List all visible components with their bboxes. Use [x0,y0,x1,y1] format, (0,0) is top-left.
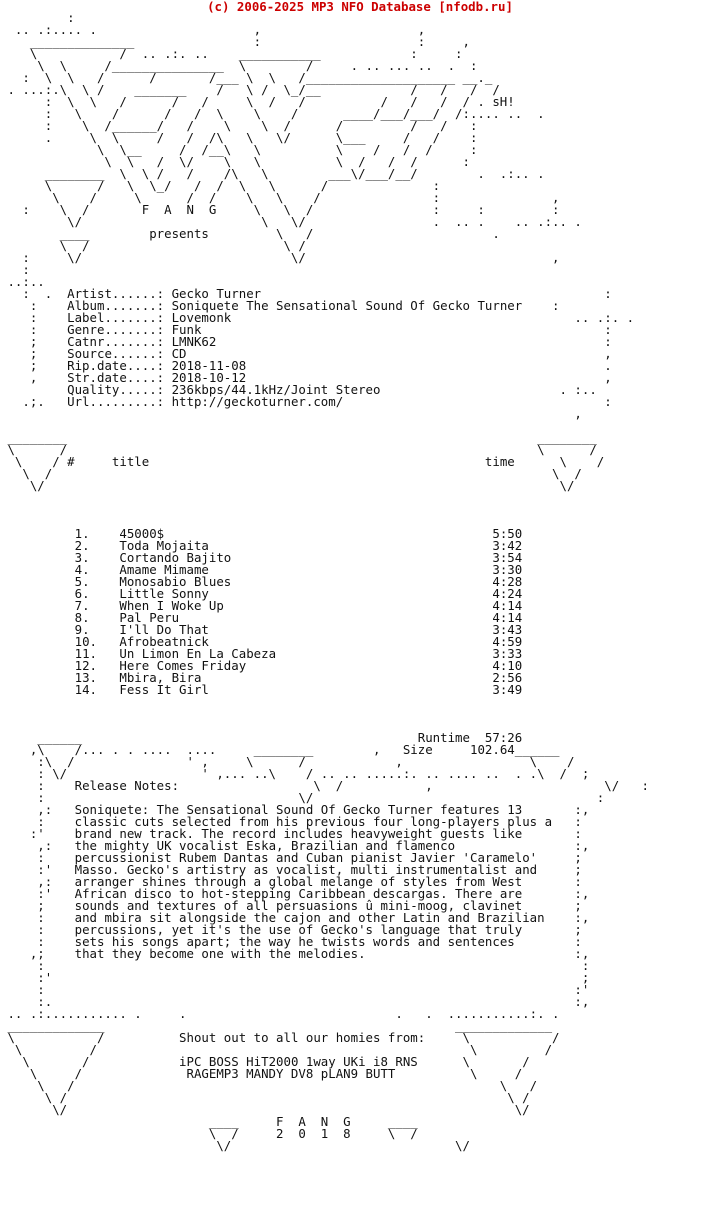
track-time: 5:50 [492,526,523,541]
track-title: Pal Peru [119,610,493,625]
track-number: 13. [74,670,120,685]
runtime-label: Runtime [417,730,470,745]
ascii-logo-line: : [0,10,493,25]
release-notes-line: Soniquete: The Sensational Sound Of Gecko Turner features 13 [74,802,567,817]
ascii-logo-line: \ / .. .:. .. ___________ : : [0,46,485,61]
release-notes-line: sounds and textures of all persuasions û mini-moog, clavinet [74,898,567,913]
footer-logo: F A N G [276,1114,351,1129]
ascii-logo-line: : \ / F A N G \ \ / : : : [0,202,560,217]
info-value: Funk [171,322,530,337]
nfo-text: : .. .:.... . , , ______________ : : , \ / .. .:. .. ___________ : : \ \ /_______________ \ / . .. ... .. . : : \ \ / / /___ \ \ /____________________ __._ . ...:.\ \ / _______ / \ / \_/__ / / / / : \ \ / / / \ / / / / / / . sH! : \ / / / \ \ / ____/___/___/ /:.... .. . : \ /______/ / \ \ / / / / : . \ \ / / /\ \ \/ \___ / / : \ \__ / /__\ \ \ / / / : \ \ / \/ \ \ \ / / / : ________ \ \ / / /\ \ ___\/___/__/ . .:.. . \ / \ \_/ / / \ \ / : \ / \ / / \ \ / : , : \ / F A N G \ \ / : : : \/ \ \/ . .. . .. .:.. . ____ presents \ / . \ / \ / : \/ \/ , : ..:.. : . Artist......: Gecko Turner : : Album.......: Soniquete The Sensational Sound Of Gecko Turner : : Label.......: Lovemonk .. .:. . : Genre.......: Funk : ; Catnr.......: LMNK62 : ; Source......: CD , ; Rip.date....: 2018-11-08 . , Str.date....: 2018-10-12 , Quality.....: 236kbps/44.1kHz/Joint Stereo . :.. .;. Url.........: http://geckoturner.com/ : , ________ ________ \ / \ / \ / # title time \ / \ / \ / \/ \/ 1. 45000$ 5:50 2. Toda Mojaita 3:42 3. Cortando Bajito 3:54 4. Amame Mimame 3:30 5. Monosabio Blues 4:28 6. Little Sonny 4:24 7. When I Woke Up 4:14 8. Pal Peru 4:14 9. I'll Do That 3:43 10. Afrobeatnick 4:59 11. Un Limon En La Cabeza 3:33 12. Here Comes Friday 4:10 13. Mbira, Bira 2:56 14. Fess It Girl 3:49 ______ Runtime 57:26 ,\ /... . . .... .... ________ , Size 102.64______ :\ / ' , \ / , \ / : \/ ' ,... ..\ / .. .. .....:. .. .... .. . .\ / ; : Release Notes: \ / , \/ : : \/ : ,: Soniquete: The Sensational Sound Of Gecko Turner features 13 :, : classic cuts selected from his previous four long-players plus a : :' brand new track. The record includes heavyweight guests like : ,: the mighty UK vocalist Eska, Brazilian and flamenco :, : percussionist Rubem Dantas and Cuban pianist Javier 'Caramelo' ; :' Masso. Gecko's artistry as vocalist, multi instrumentalist and ; ,: arranger shines through a global melange of styles from West : :' African disco to hot-stepping Caribbean descargas. There are :, ; sounds and textures of all persuasions û mini-moog, clavinet ; : and mbira sit alongside the cajon and other Latin and Brazilian :, : percussions, yet it's the use of Gecko's language that truly ; : sets his songs apart; the way he twists words and sentences : ,; that they become one with the melodies. :, : : :' ; : :' :. :, .. .:........... . . . . ...........:. . _____________ _____________ \ / Shout out to all our homies from: \ / \ / \ / \ / iPC BOSS HiT2000 1way UKi i8 RNS \ / \ / RAGEMP3 MANDY DV8 pLAN9 BUTT \ / \ / \ / \ / \ / \/ \/ ____ F A N G ____ \ / 2 0 1 8 \ / \/ \/ [0,10,650,1153]
ascii-logo-line: : \ \ / / /___ \ \ /____________________ __._ [0,70,493,85]
track-time: 3:42 [492,538,523,553]
ascii-logo-line: : \/ \/ , [0,250,560,265]
shoutout-title: Shout out to all our homies from: [179,1030,426,1045]
track-time: 4:14 [492,598,523,613]
info-value: Gecko Turner [171,286,530,301]
track-title: Monosabio Blues [119,574,493,589]
ascii-logo-line: \ \__ / /__\ \ \ / / / : [0,142,478,157]
release-notes-line: the mighty UK vocalist Eska, Brazilian and flamenco [74,838,567,853]
track-title: Toda Mojaita [119,538,493,553]
track-number: 2. [74,538,120,553]
track-title: Amame Mimame [119,562,493,577]
track-time: 2:56 [492,670,523,685]
track-title: Here Comes Friday [119,658,493,673]
track-title: When I Woke Up [119,598,493,613]
track-number: 7. [74,598,120,613]
track-title: Cortando Bajito [119,550,493,565]
info-value: 236kbps/44.1kHz/Joint Stereo [171,382,530,397]
info-label: Artist......: [67,286,165,301]
ascii-logo-line: : \ /______/ / \ \ / / / / : [0,118,478,133]
track-time: 4:10 [492,658,523,673]
track-time: 3:43 [492,622,523,637]
track-title: Mbira, Bira [119,670,493,685]
ascii-logo-line: : \ \ / / / \ / / / / / / . sH! [0,94,515,109]
site-banner: (c) 2006-2025 MP3 NFO Database [nfodb.ru] [207,0,513,14]
ascii-logo-line: ______________ : : , [0,34,493,49]
track-number: 4. [74,562,120,577]
ascii-logo-line: \ \ /_______________ \ / . .. ... .. . : [0,58,500,73]
release-notes-line: percussionist Rubem Dantas and Cuban pianist Javier 'Caramelo' [74,850,567,865]
track-time: 4:59 [492,634,523,649]
size-value: 102.64 [469,742,515,757]
ascii-logo-line: .. .:.... . , , [0,22,493,37]
size-label: Size [402,742,470,757]
info-value: 2018-10-12 [171,370,530,385]
track-time: 4:14 [492,610,523,625]
ascii-logo-line: . ...:.\ \ / _______ / \ / \_/__ / / / / [0,82,500,97]
info-label: Url.........: [67,394,165,409]
info-label: Album.......: [67,298,165,313]
release-notes-line: brand new track. The record includes heavyweight guests like [74,826,567,841]
ascii-logo-line: \ / \ / / \ \ / : , [0,190,560,205]
info-label: Source......: [67,346,165,361]
info-value: 2018-11-08 [171,358,530,373]
release-notes-line: African disco to hot-stepping Caribbean descargas. There are [74,886,567,901]
track-title: Afrobeatnick [119,634,493,649]
tracks-header-time: time [484,454,515,469]
info-label: Rip.date....: [67,358,165,373]
info-label: Label.......: [67,310,165,325]
info-value: Soniquete The Sensational Sound Of Gecko Turner [171,298,530,313]
track-number: 1. [74,526,120,541]
track-number: 14. [74,682,120,697]
track-number: 9. [74,622,120,637]
ascii-logo-line: \ \ / \/ \ \ \ / / / : [0,154,470,169]
release-notes-line: classic cuts selected from his previous four long-players plus a [74,814,567,829]
track-number: 3. [74,550,120,565]
ascii-logo-line: : \ / / / \ \ / ____/___/___/ /:.... .. . [0,106,545,121]
info-value: http://geckoturner.com/ [171,394,530,409]
runtime-value: 57:26 [484,730,523,745]
track-time: 4:24 [492,586,523,601]
shoutout-groups-line1: iPC BOSS HiT2000 1way UKi i8 RNS [179,1054,418,1069]
shoutout-groups-line2: RAGEMP3 MANDY DV8 pLAN9 BUTT [186,1066,396,1081]
track-number: 8. [74,610,120,625]
ascii-logo-line: \ / \ / [0,238,306,253]
release-notes-line: sets his songs apart; the way he twists words and sentences [74,934,567,949]
info-label: Catnr.......: [67,334,165,349]
track-title: I'll Do That [119,622,493,637]
info-value: CD [171,346,530,361]
release-notes-line: Masso. Gecko's artistry as vocalist, multi instrumentalist and [74,862,567,877]
track-number: 10. [74,634,120,649]
track-time: 3:30 [492,562,523,577]
track-number: 12. [74,658,120,673]
release-notes-line: percussions, yet it's the use of Gecko's language that truly [74,922,567,937]
release-notes-title: Release Notes: [74,778,180,793]
release-notes-line: that they become one with the melodies. [74,946,567,961]
ascii-logo-line: ____ presents \ / . [0,226,500,241]
release-notes-line: arranger shines through a global melange of styles from West [74,874,567,889]
info-label: Quality.....: [67,382,165,397]
footer-year: 2 0 1 8 [276,1126,351,1141]
tracks-header-title: title [111,454,485,469]
track-title: 45000$ [119,526,493,541]
track-time: 3:49 [492,682,523,697]
track-title: Little Sonny [119,586,493,601]
tracks-header-num: # [67,454,112,469]
info-label: Str.date....: [67,370,165,385]
track-title: Fess It Girl [119,682,493,697]
info-value: Lovemonk [171,310,530,325]
ascii-logo-line: \/ \ \/ . .. . .. .:.. . [0,214,582,229]
info-value: LMNK62 [171,334,530,349]
track-time: 3:33 [492,646,523,661]
info-label: Genre.......: [67,322,165,337]
track-number: 5. [74,574,120,589]
track-number: 6. [74,586,120,601]
track-number: 11. [74,646,120,661]
track-time: 4:28 [492,574,523,589]
track-time: 3:54 [492,550,523,565]
ascii-logo-line: \ / \ \_/ / / \ \ / : [0,178,441,193]
ascii-logo-line: . \ \ / / /\ \ \/ \___ / / : [0,130,478,145]
track-title: Un Limon En La Cabeza [119,646,493,661]
release-notes-line: and mbira sit alongside the cajon and other Latin and Brazilian [74,910,567,925]
ascii-logo-line: ________ \ \ / / /\ \ ___\/___/__/ . .:.. . [0,166,545,181]
